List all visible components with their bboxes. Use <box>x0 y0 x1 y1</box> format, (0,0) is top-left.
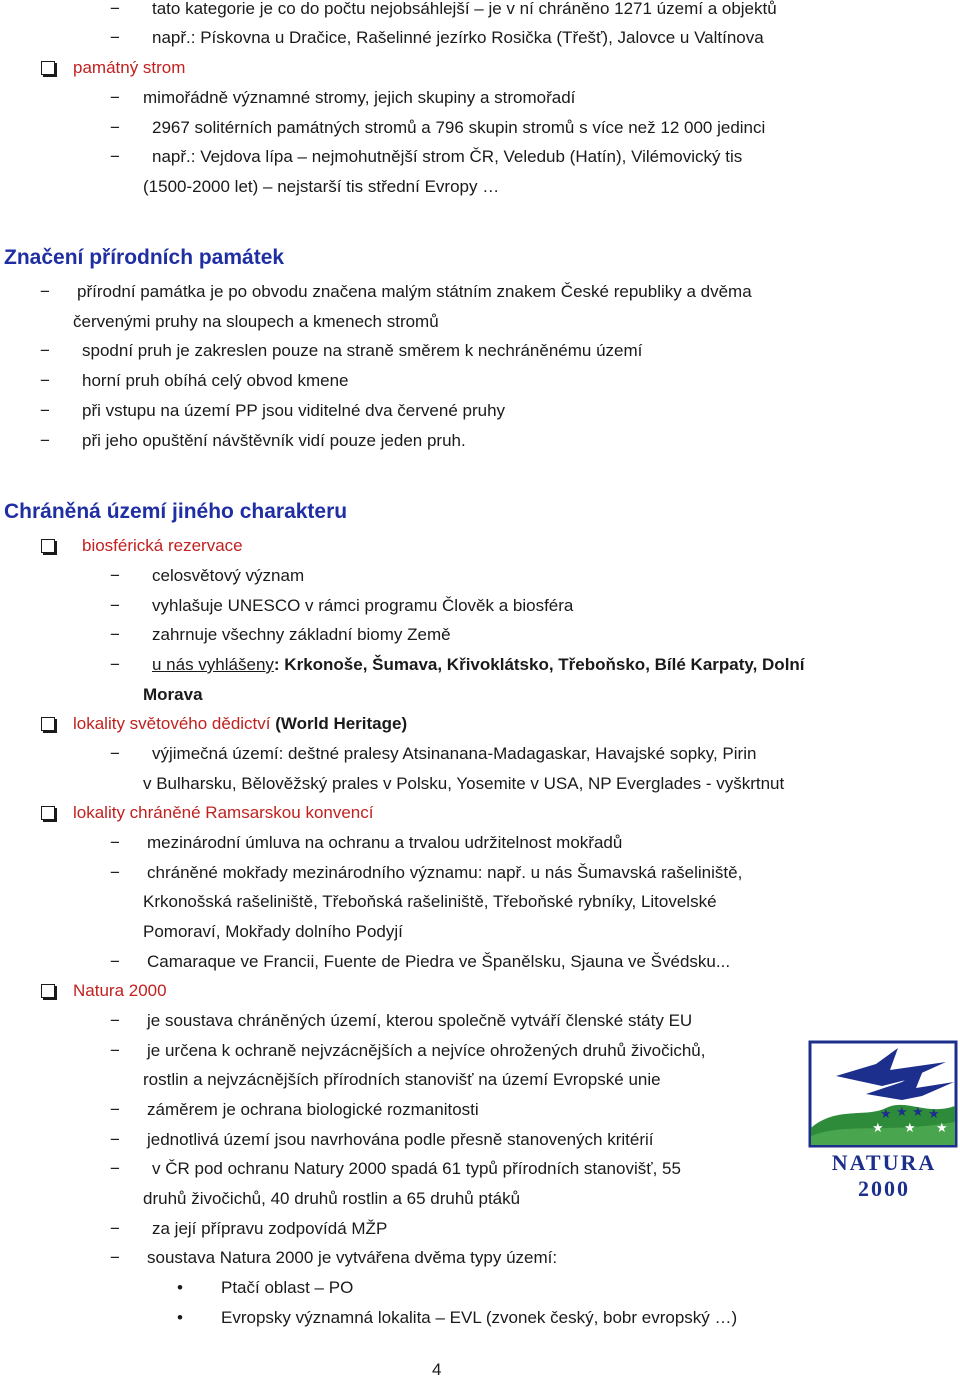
bullet-icon: • <box>177 1308 183 1327</box>
checkbox-icon <box>41 984 55 998</box>
list-item-declared <box>152 654 805 676</box>
bullet-item: Ptačí oblast – PO <box>221 1278 354 1297</box>
section-title-heritage <box>73 713 407 735</box>
list-item-continuation: druhů živočichů, 40 druhů rostlin a 65 druhů ptáků <box>143 1189 521 1208</box>
dash-icon: − <box>110 88 120 107</box>
dash-icon: − <box>40 401 50 420</box>
heading-znaceni: Značení přírodních památek <box>4 246 285 269</box>
list-item: za její přípravu zodpovídá MŽP <box>152 1219 388 1238</box>
section-title-natura: Natura 2000 <box>73 981 167 1000</box>
declared-list: Krkonoše, Šumava, Křivoklátsko, Třeboňsko, Bílé Karpaty, Dolní <box>279 655 805 674</box>
svg-text:★: ★ <box>896 1105 908 1120</box>
section-title-biosfera: biosférická rezervace <box>82 536 243 555</box>
checkbox-icon <box>41 539 55 553</box>
declared-colon: : <box>273 655 280 674</box>
list-item: záměrem je ochrana biologické rozmanitosti <box>147 1100 479 1119</box>
list-item-continuation: Krkonošská rašeliniště, Třeboňská rašeliniště, Třeboňské rybníky, Litovelské <box>143 892 717 911</box>
dash-icon: − <box>110 1248 120 1267</box>
list-item: horní pruh obíhá celý obvod kmene <box>82 371 349 390</box>
heading-jine: Chráněná území jiného charakteru <box>4 500 348 523</box>
dash-icon: − <box>110 1219 120 1238</box>
dash-icon: − <box>110 744 120 763</box>
list-item-continuation: v Bulharsku, Bělověžský prales v Polsku, Yosemite v USA, NP Everglades - vyškrtnut <box>143 774 785 793</box>
dash-icon: − <box>110 1100 120 1119</box>
dash-icon: − <box>110 596 120 615</box>
list-item: při vstupu na území PP jsou viditelné dva červené pruhy <box>82 401 506 420</box>
list-item: chráněné mokřady mezinárodního významu: např. u nás Šumavská rašeliniště, <box>147 863 743 882</box>
dash-icon: − <box>110 655 120 674</box>
list-item: je určena k ochraně nejvzácnějších a nejvíce ohrožených druhů živočichů, <box>147 1041 706 1060</box>
checkbox-icon <box>41 717 55 731</box>
svg-text:★: ★ <box>872 1121 884 1136</box>
svg-text:★: ★ <box>928 1107 940 1122</box>
dash-icon: − <box>110 863 120 882</box>
list-item: přírodní památka je po obvodu značena malým státním znakem České republiky a dvěma <box>77 282 752 301</box>
list-item: Camaraque ve Francii, Fuente de Piedra ve Španělsku, Sjauna ve Švédsku... <box>147 952 731 971</box>
section-title-pamatny-strom: památný strom <box>73 58 186 77</box>
dash-icon: − <box>110 1041 120 1060</box>
list-item: jednotlivá území jsou navrhována podle přesně stanovených kritérií <box>147 1130 654 1149</box>
list-item: např.: Pískovna u Dračice, Rašelinné jezírko Rosička (Třešť), Jalovce u Valtínova <box>152 28 764 47</box>
dash-icon: − <box>110 1011 120 1030</box>
dash-icon: − <box>110 28 120 47</box>
list-item: v ČR pod ochranu Natury 2000 spadá 61 typů přírodních stanovišť, 55 <box>152 1159 681 1178</box>
dash-icon: − <box>110 147 120 166</box>
dash-icon: − <box>110 1159 120 1178</box>
list-item-continuation: rostlin a nejvzácnějších přírodních stanovišť na území Evropské unie <box>143 1070 661 1089</box>
list-item: tato kategorie je co do počtu nejobsáhlejší – je v ní chráněno 1271 území a objektů <box>152 0 777 18</box>
list-item: při jeho opuštění návštěvník vidí pouze jeden pruh. <box>82 431 466 450</box>
dash-icon: − <box>40 341 50 360</box>
list-item: celosvětový význam <box>152 566 305 585</box>
list-item: vyhlašuje UNESCO v rámci programu Člověk a biosféra <box>152 596 574 615</box>
list-item-continuation: Pomoraví, Mokřady dolního Podyjí <box>143 922 403 941</box>
declared-label: u nás vyhlášeny <box>152 655 274 674</box>
list-item: soustava Natura 2000 je vytvářena dvěma typy území: <box>147 1248 558 1267</box>
dash-icon: − <box>40 282 50 301</box>
section-title-ramsar: lokality chráněné Ramsarskou konvencí <box>73 803 374 822</box>
list-item: např.: Vejdova lípa – nejmohutnější strom ČR, Veledub (Hatín), Vilémovický tis <box>152 147 743 166</box>
bullet-item: Evropsky významná lokalita – EVL (zvonek český, bobr evropský …) <box>221 1308 738 1327</box>
dash-icon: − <box>110 625 120 644</box>
list-item: spodní pruh je zakreslen pouze na straně směrem k nechráněnému území <box>82 341 643 360</box>
dash-icon: − <box>40 371 50 390</box>
list-item: je soustava chráněných území, kterou společně vytváří členské státy EU <box>147 1011 693 1030</box>
dash-icon: − <box>110 118 120 137</box>
dash-icon: − <box>110 952 120 971</box>
svg-text:★: ★ <box>936 1121 948 1136</box>
checkbox-icon <box>41 806 55 820</box>
list-item: výjimečná území: deštné pralesy Atsinanana-Madagaskar, Havajské sopky, Pirin <box>152 744 757 763</box>
list-item: zahrnuje všechny základní biomy Země <box>152 625 451 644</box>
list-item: mimořádně významné stromy, jejich skupiny a stromořadí <box>143 88 576 107</box>
svg-text:★: ★ <box>904 1121 916 1136</box>
svg-text:★: ★ <box>912 1105 924 1120</box>
dash-icon: − <box>110 833 120 852</box>
dash-icon: − <box>40 431 50 450</box>
list-item-continuation: (1500-2000 let) – nejstarší tis střední Evropy … <box>143 177 500 196</box>
natura-2000-logo <box>806 1036 958 1201</box>
dash-icon: − <box>110 1130 120 1149</box>
checkbox-icon <box>41 61 55 75</box>
dash-icon: − <box>110 0 120 18</box>
list-item-continuation: Morava <box>143 685 203 704</box>
page-number: 4 <box>432 1360 442 1379</box>
heritage-title-red: lokality světového dědictví <box>73 714 271 733</box>
heritage-title-suffix: (World Heritage) <box>270 714 408 733</box>
bullet-icon: • <box>177 1278 183 1297</box>
natura-logo-text: NATURA 2000 <box>831 1150 937 1201</box>
dash-icon: − <box>110 566 120 585</box>
list-item: mezinárodní úmluva na ochranu a trvalou udržitelnost mokřadů <box>147 833 623 852</box>
list-item-continuation: červenými pruhy na sloupech a kmenech stromů <box>73 312 439 331</box>
svg-text:★: ★ <box>880 1107 892 1122</box>
list-item: 2967 solitérních památných stromů a 796 skupin stromů s více než 12 000 jedinci <box>152 118 766 137</box>
